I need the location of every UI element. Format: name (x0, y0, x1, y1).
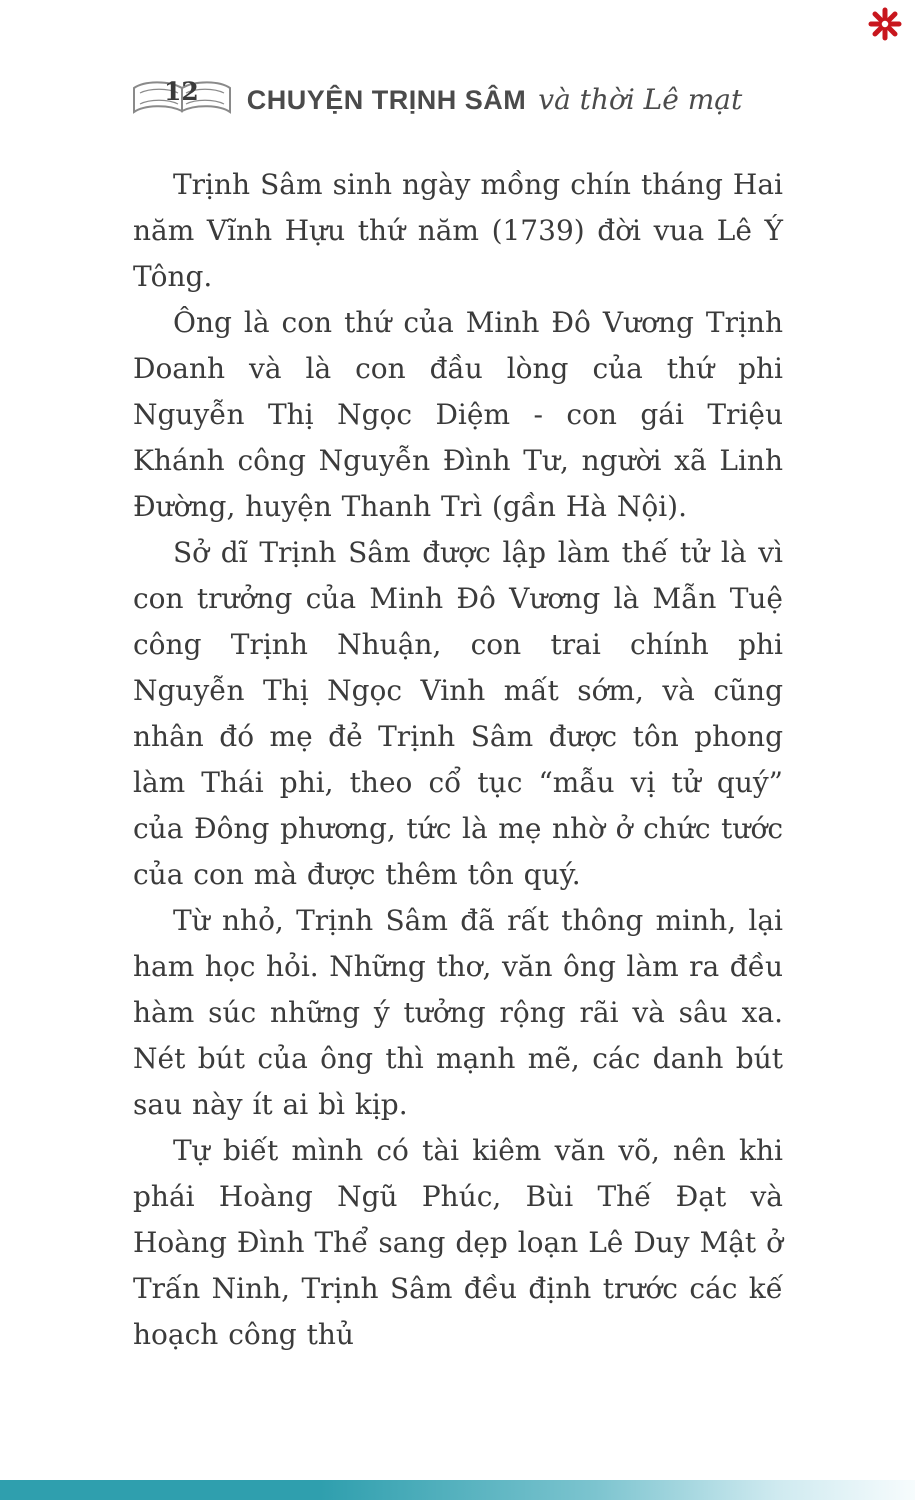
page-number: 12 (164, 77, 199, 106)
flower-ornament-icon (867, 6, 903, 42)
paragraph-2: Ông là con thứ của Minh Đô Vương Trịnh Doanh và là con đầu lòng của thứ phi Nguyễn Thị Ngọc Diệm - con gái Triệu Khánh công Nguyễn Đình Tư, người xã Linh Đường, huyện Thanh Trì (gần Hà Nội). (133, 306, 783, 523)
paragraph-3: Sở dĩ Trịnh Sâm được lập làm thế tử là vì con trưởng của Minh Đô Vương là Mẫn Tuệ công Trịnh Nhuận, con trai chính phi Nguyễn Thị Ngọc Vinh mất sớm, và cũng nhân đó mẹ đẻ Trịnh Sâm được tôn phong làm Thái phi, theo cổ tục “mẫu vị tử quý” của Đông phương, tức là mẹ nhờ ở chức tước của con mà được thêm tôn quý. (133, 536, 783, 891)
book-title-script: và thời Lê mạt (538, 82, 743, 116)
paragraph-1: Trịnh Sâm sinh ngày mồng chín tháng Hai năm Vĩnh Hựu thứ năm (1739) đời vua Lê Ý Tông. (133, 168, 783, 293)
footer-gradient-bar (0, 1480, 915, 1500)
paragraph-4: Từ nhỏ, Trịnh Sâm đã rất thông minh, lại ham học hỏi. Những thơ, văn ông làm ra đều hàm súc những ý tưởng rộng rãi và sâu xa. Nét bút của ông thì mạnh mẽ, các danh bút sau này ít ai bì kịp. (133, 904, 783, 1121)
page-body (133, 162, 783, 1358)
book-title-main: CHUYỆN TRỊNH SÂM (246, 84, 527, 115)
page-header (130, 74, 785, 124)
paragraph-5: Tự biết mình có tài kiêm văn võ, nên khi phái Hoàng Ngũ Phúc, Bùi Thế Đạt và Hoàng Đình Thể sang dẹp loạn Lê Duy Mật ở Trấn Ninh, Trịnh Sâm đều định trước các kế hoạch công thủ (133, 1134, 783, 1351)
page-number-bookmark (130, 76, 234, 122)
running-title (234, 83, 785, 116)
